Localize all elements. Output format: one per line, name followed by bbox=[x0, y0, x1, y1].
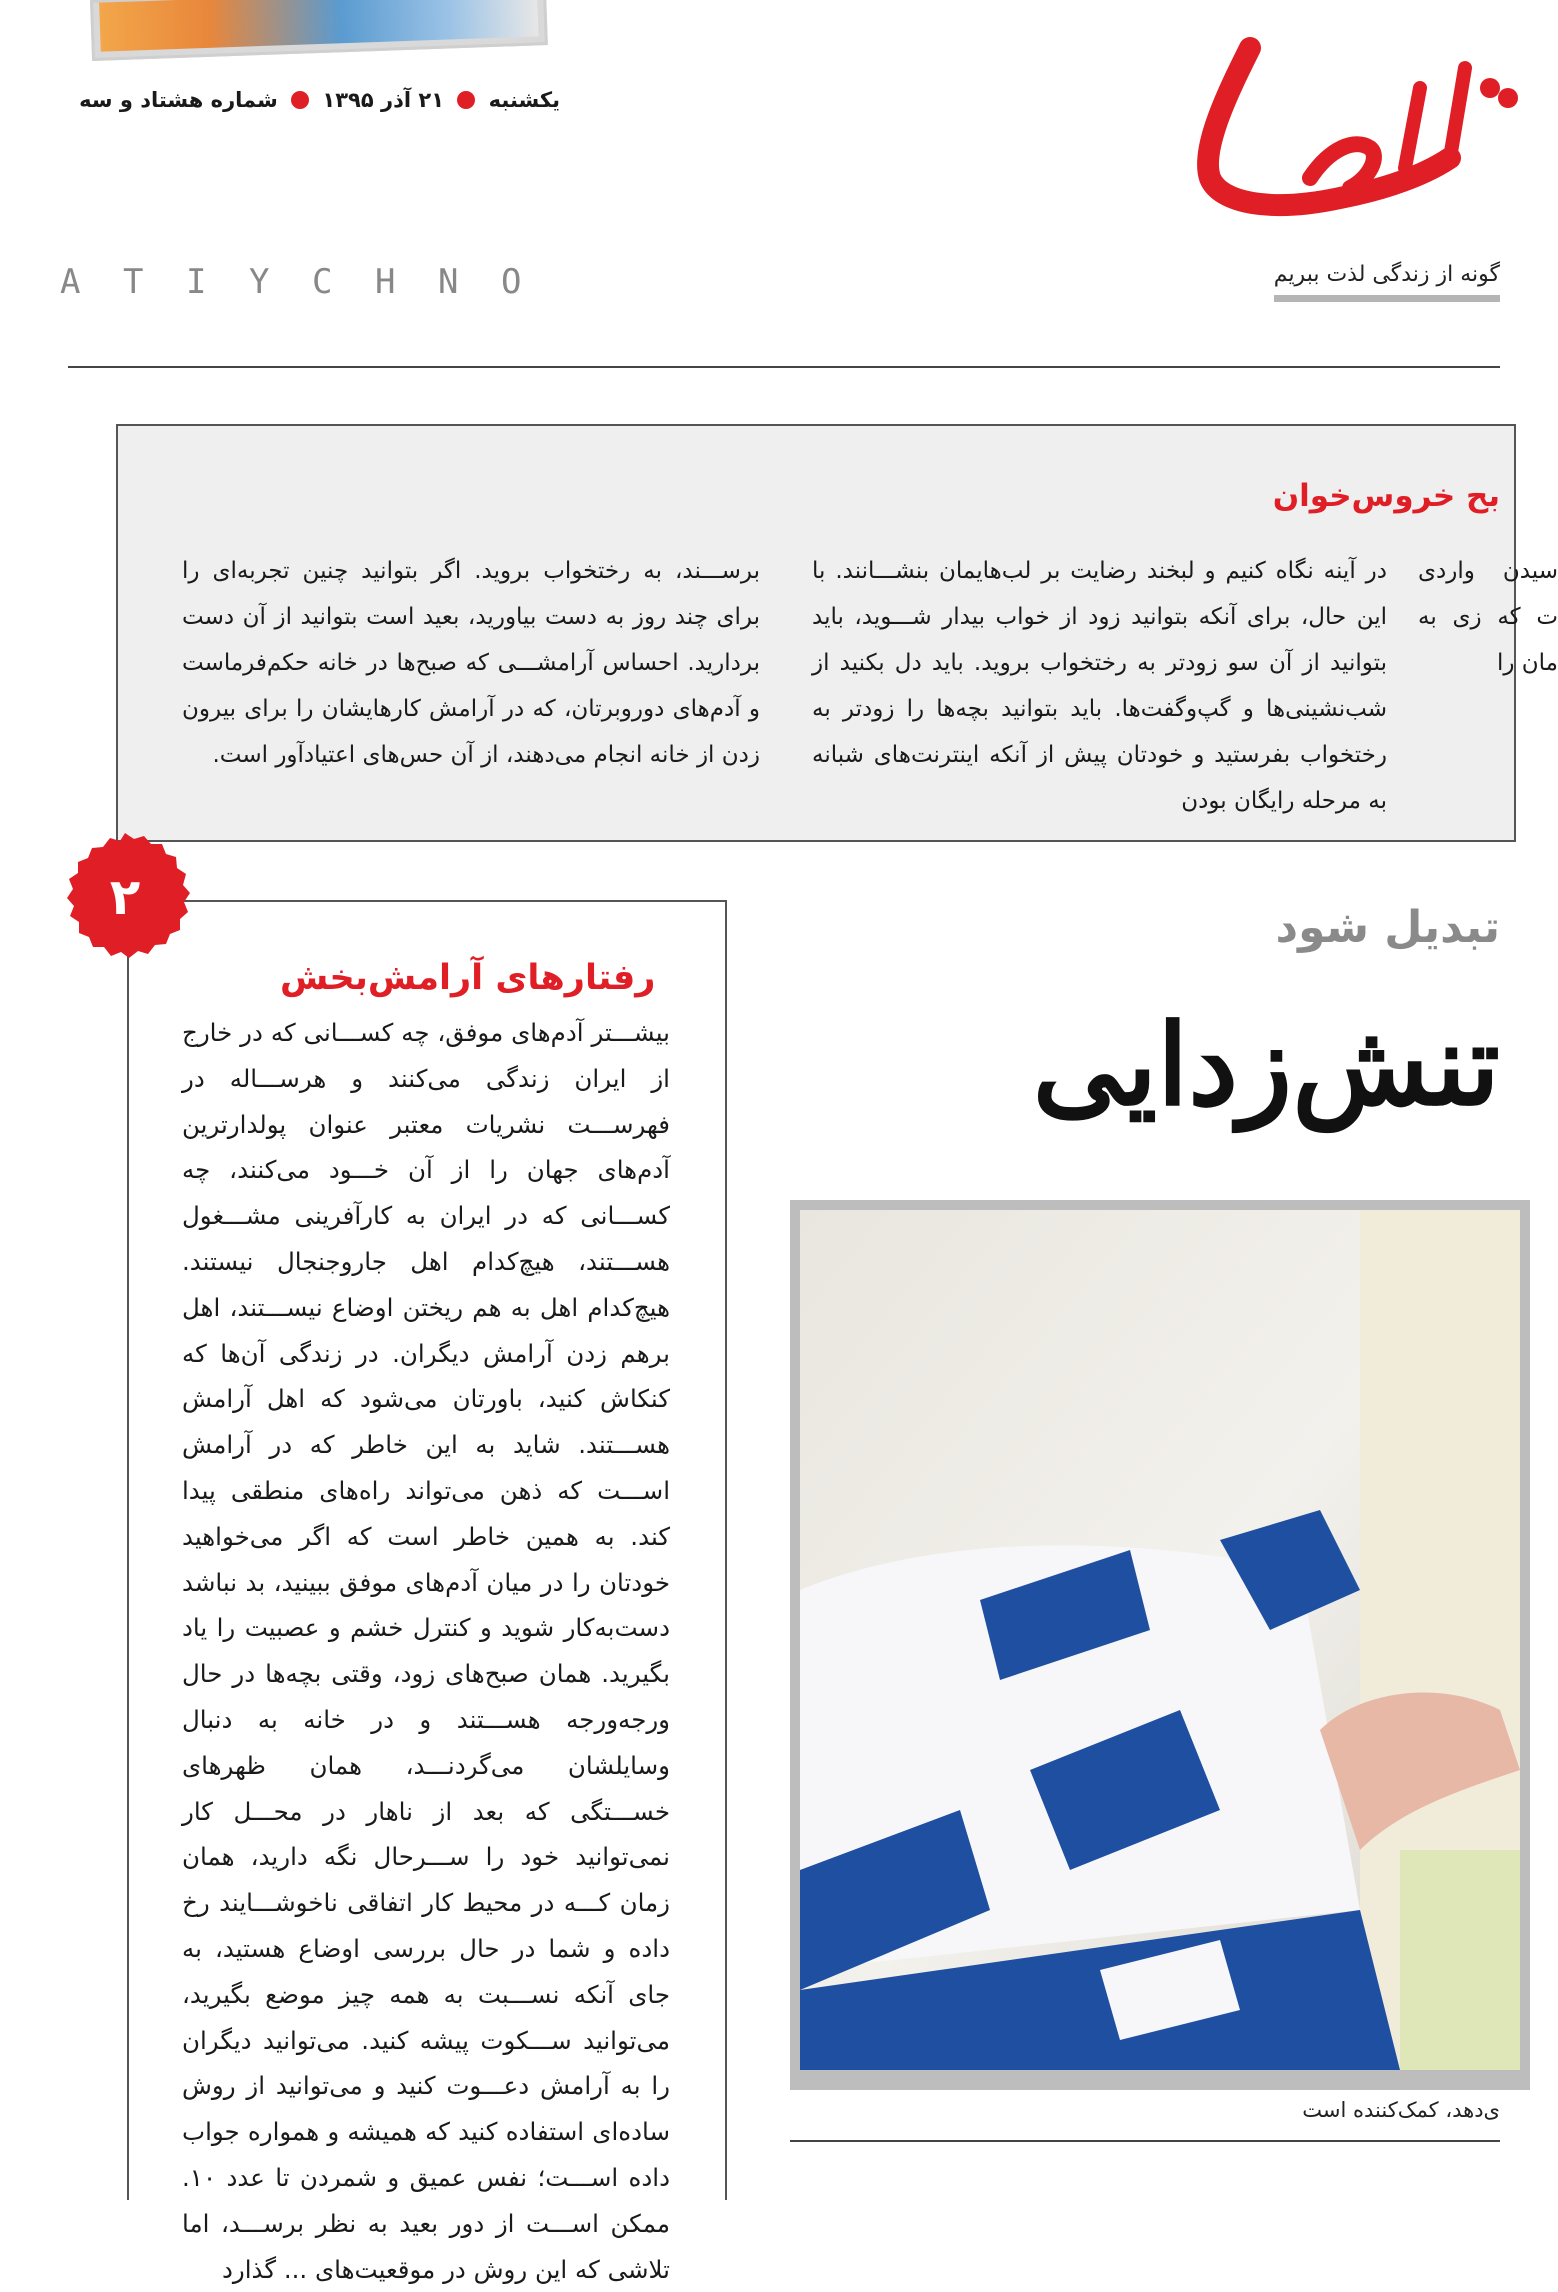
masthead-tagline: گونه از زندگی لذت ببریم bbox=[1274, 262, 1500, 302]
issue-number-label: شماره هشتاد و سه bbox=[79, 88, 278, 112]
latin-letter: H bbox=[375, 262, 396, 302]
badge-number: ۲ bbox=[109, 868, 141, 926]
text-column: برســـند، به رختخواب بروید. اگر بتوانید چنین تجربه‌ای را برای چند روز به دست بیاورید، بعید است بتوانید از آن دست بردارید. احساس آرامشـــی که صبح‌ها در خانه حکم‌فرماست و آدم‌های دوروبرتان، که در آرامش کارهایشان را برای بیرون زدن از خانه انجام می‌دهند، از آن حس‌های اعتیادآور است. bbox=[182, 558, 760, 768]
latin-letter: C bbox=[312, 262, 333, 302]
spaced-latin-word bbox=[60, 262, 564, 302]
issue-date-line bbox=[79, 88, 560, 112]
latin-letter: T bbox=[123, 262, 144, 302]
caption-divider bbox=[790, 2140, 1500, 2142]
latin-letter: A bbox=[60, 262, 81, 302]
latin-letter: N bbox=[438, 262, 459, 302]
masthead-logo bbox=[1190, 28, 1510, 238]
text-column: بیشـــتر آدم‌های موفق، چه کســـانی که در خارج از ایران زندگی می‌کنند و هرســـاله در فهرســـت نشریات معتبر عنوان پولدارترین آدم‌های جهان را از آن خـــود می‌کنند، چه کســـانی که در ایران به کارآفرینی مشـــغول هســـتند، هیچ‌کدام اهل جاروجنجال نیستند. هیچ‌کدام اهل به هم ریختن اوضاع نیســـتند، اهل برهم زدن آرامش دیگران. در زندگی آن‌ها که کنکاش کنید، باورتان می‌شود که اهل آرامش هســـتند. شاید به این خاطر که در آرامش اســـت که ذهن می‌تواند راه‌های منطقی پیدا کند. به همین خاطر است که اگر می‌خواهید خودتان را در میان آدم‌های موفق ببینید، بد نباشد دست‌به‌کار شوید و کنترل خشم و عصبیت را یاد بگیرید. همان صبح‌های زود، وقتی بچه‌ها در حال ورجه‌ورجه هســـتند و در خانه به دنبال وسایلشان می‌گردنـــد، همان ظهرهای خســـتگی که بعد از ناهار در محـــل کار نمی‌توانید خود را ســـرحال نگه دارید، همان زمان کـــه در محیط کار اتفاقی ناخوشـــایند رخ داده و شما در حال بررسی اوضاع هستید، به جای آنکه نســـبت به همه چیز موضع بگیرید، می‌توانید ســـکوت پیشه کنید. می‌توانید دیگران را به آرامش دعـــوت کنید و می‌توانید از روش ساده‌ای استفاده کنید که همیشه و همواره جواب داده اســـت؛ نفس عمیق و شمردن تا عدد ۱۰. ممکن اســـت از دور بعید به نظر برســـد، اما تلاشی که این روش در موقعیت‌های ... گذارد bbox=[182, 1018, 670, 2284]
text-column: در آینه نگاه کنیم و لبخند رضایت بر لب‌هایمان بنشـــانند. با این حال، برای آنکه بتوانید زود از خواب بیدار شـــوید، باید بتوانید از آن سو زودتر به رختخواب بروید. باید دل بکنید از شب‌نشینی‌ها و گپ‌و‌گفت‌ها. باید بتوانید بچه‌ها را زودتر به رختخواب بفرستید و خودتان پیش از آنکه اینترنت‌های شبانه به مرحله رایگان بودن bbox=[812, 558, 1387, 814]
photo-caption: ی‌دهد، کمک‌کننده است bbox=[1302, 2098, 1500, 2122]
red-dot-icon bbox=[457, 91, 475, 109]
box-title: بح خروس‌خوان bbox=[1272, 478, 1500, 514]
number-badge bbox=[56, 830, 194, 968]
text-column: سیدن واردی ت که زی به مان را bbox=[1418, 558, 1558, 676]
latin-letter: I bbox=[186, 262, 207, 302]
article-photo bbox=[800, 1210, 1520, 2070]
date-label: ۲۱ آذر ۱۳۹۵ bbox=[322, 88, 445, 112]
box-title: رفتارهای آرامش‌بخش bbox=[280, 958, 656, 998]
article-headline: تنش‌زدایی bbox=[1032, 1000, 1500, 1131]
header-divider bbox=[68, 366, 1500, 368]
day-label: یکشنبه bbox=[488, 88, 560, 112]
top-photo-strip bbox=[90, 0, 548, 61]
red-dot-icon bbox=[291, 91, 309, 109]
latin-letter: Y bbox=[249, 262, 270, 302]
latin-letter: O bbox=[501, 262, 522, 302]
article-kicker: تبدیل شود bbox=[1275, 902, 1500, 953]
